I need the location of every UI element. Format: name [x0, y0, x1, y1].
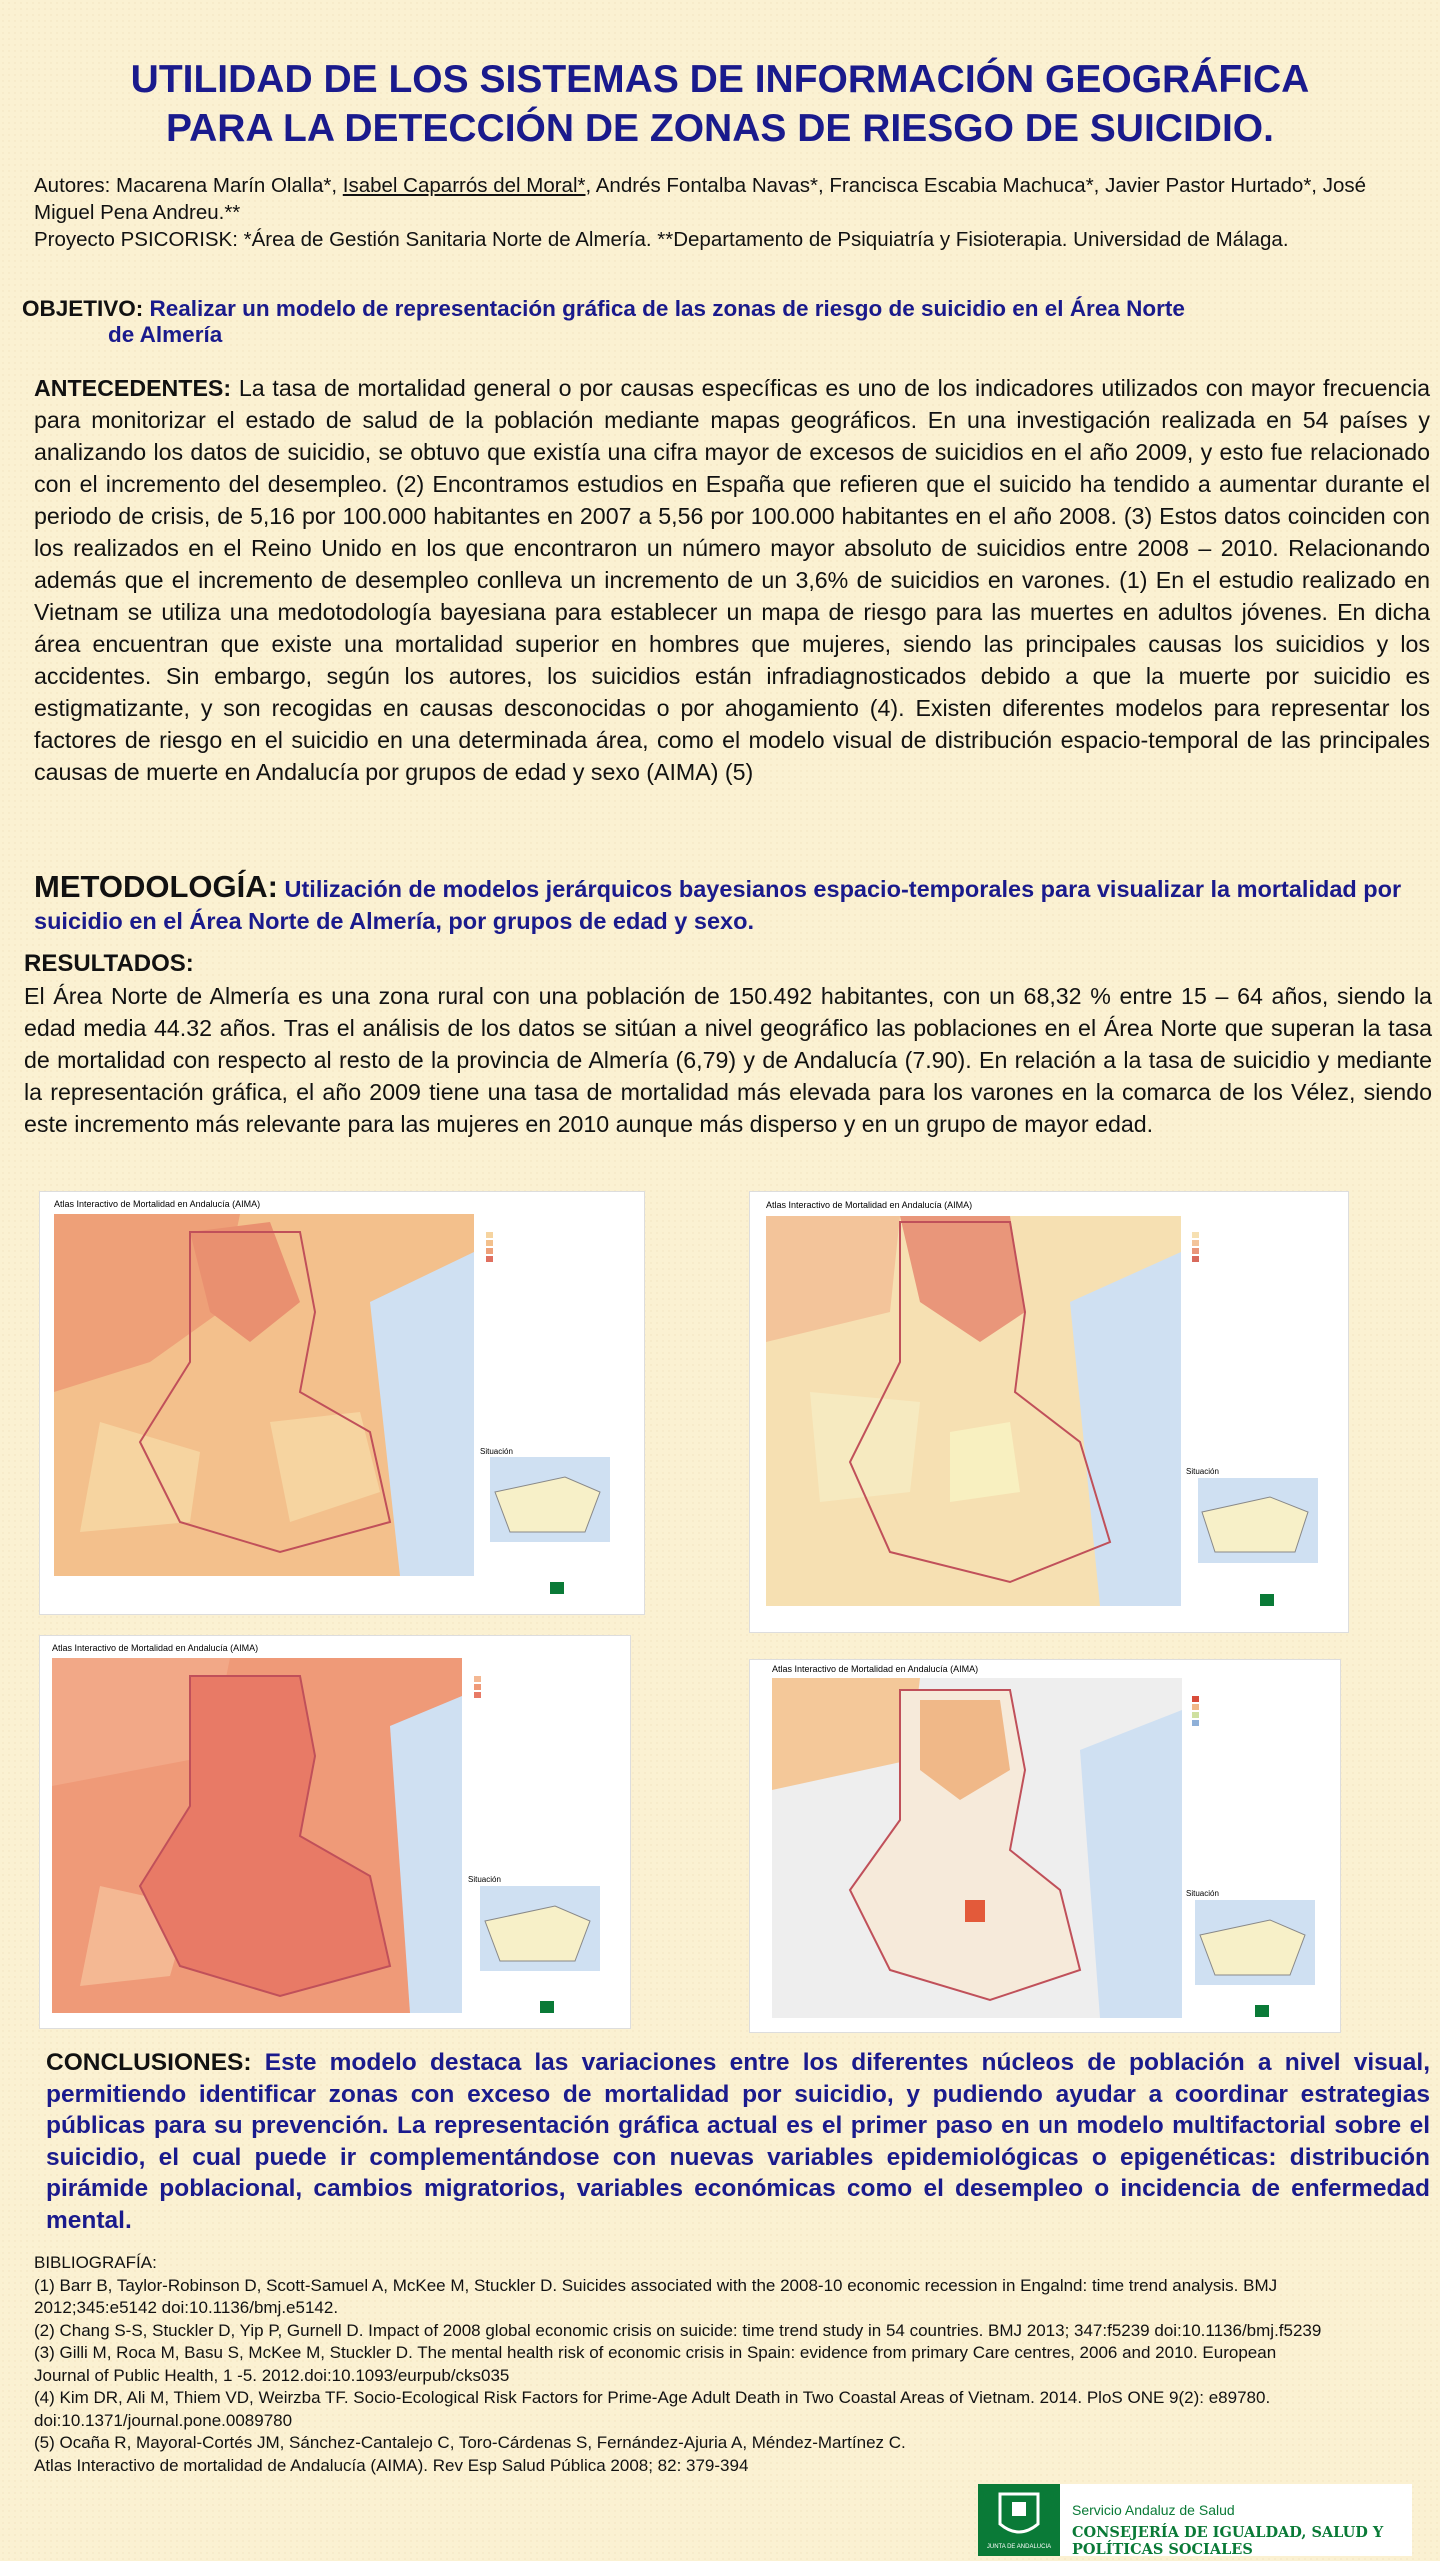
bibliografia-heading: BIBLIOGRAFÍA: [34, 2253, 157, 2272]
map-figure-3 [40, 1636, 630, 2028]
authors-block [34, 172, 1394, 253]
conclusiones-heading: CONCLUSIONES: [46, 2049, 252, 2076]
map-4-title: Atlas Interactivo de Mortalidad en Andalucía (AIMA) [772, 1664, 979, 1674]
map-figure-2 [750, 1192, 1348, 1632]
map-1-graphic [40, 1192, 644, 1614]
authors-rest: , Andrés Fontalba Navas*, Francisca Escabia Machuca*, Javier Pastor Hurtado*, José Miguel Pena Andreu.** [34, 174, 1366, 224]
map-2-graphic [750, 1192, 1348, 1632]
bib-ref-1: (1) Barr B, Taylor-Robinson D, Scott-Samuel A, McKee M, Stuckler D. Suicides associated with the 2008-10 economic recession in Engalnd: time trend analysis. BMJ 2012;345:e5142 doi:10.1136/bmj.e5142. [34, 2275, 1278, 2317]
conclusiones-text: Este modelo destaca las variaciones entre los diferentes núcleos de población a nivel visual, permitiendo identificar zonas con exceso de mortalidad por suicidio, y pudiendo ayudar a coordinar estrategias públicas para su prevención. La representación gráfica actual es el primer paso en un modelo multifactorial sobre el suicidio, el cual puede ir complementándose con nuevas variables epidemiológicas o epigenéticas: distribución pirámide poblacional, cambios migratorios, variables económicas como el desempleo o incidencia de enfermedad mental. [46, 2049, 1430, 2234]
authors-underlined: Isabel Caparrós del Moral* [342, 174, 586, 197]
emblem-caption: JUNTA DE ANDALUCIA [986, 2544, 1052, 2550]
map-4-situacion: Situación [1186, 1889, 1219, 1898]
map-3-situacion: Situación [468, 1875, 501, 1884]
map-3-title: Atlas Interactivo de Mortalidad en Andalucía (AIMA) [52, 1643, 259, 1653]
objetivo-text-1: Realizar un modelo de representación gráfica de las zonas de riesgo de suicidio en el Área Norte [143, 296, 1185, 321]
junta-emblem-icon [978, 2484, 1060, 2556]
poster-title [40, 55, 1400, 153]
map-1-title: Atlas Interactivo de Mortalidad en Andalucía (AIMA) [54, 1199, 261, 1209]
resultados-text: El Área Norte de Almería es una zona rural con una población de 150.492 habitantes, con un 68,32 % entre 15 – 64 años, siendo la edad media 44.32 años. Tras el análisis de los datos se sitúan a nivel geográfico las poblaciones en el Área Norte que superan la tasa de mortalidad con respecto al resto de la provincia de Almería (6,79) y de Andalucía (7.90). En relación a la tasa de suicidio y mediante la representación gráfica, el año 2009 tiene una tasa de mortalidad más elevada para los varones en la comarca de los Vélez, siendo este incremento más relevante para las mujeres en 2010 aunque más disperso y en un grupo de mayor edad. [24, 983, 1432, 1137]
map-1-situacion: Situación [480, 1447, 513, 1456]
title-line-1: UTILIDAD DE LOS SISTEMAS DE INFORMACIÓN GEOGRÁFICA [130, 58, 1310, 101]
bib-ref-5: (5) Ocaña R, Mayoral-Cortés JM, Sánchez-Cantalejo C, Toro-Cárdenas S, Fernández-Ajuria A, Méndez-Martínez C. [34, 2433, 906, 2452]
map-2-title: Atlas Interactivo de Mortalidad en Andalucía (AIMA) [766, 1200, 973, 1210]
metodologia-section [34, 871, 1430, 937]
map-3-graphic [40, 1636, 630, 2028]
map-4-graphic [750, 1660, 1340, 2032]
institution-logo [978, 2484, 1412, 2556]
map-2-situacion: Situación [1186, 1467, 1219, 1476]
bib-ref-4: (4) Kim DR, Ali M, Thiem VD, Weirzba TF. Socio-Ecological Risk Factors for Prime-Age Adult Death in Two Coastal Areas of Vietnam. 2014. PloS ONE 9(2): e89780. doi:10.1371/journal.pone.0089780 [34, 2388, 1271, 2430]
map-figure-4 [750, 1660, 1340, 2032]
objetivo-text-2: de Almería [108, 322, 223, 347]
antecedentes-heading: ANTECEDENTES: [34, 375, 232, 401]
project-affiliation: Proyecto PSICORISK: *Área de Gestión Sanitaria Norte de Almería. **Departamento de Psiquiatría y Fisioterapia. Universidad de Málaga. [34, 228, 1289, 251]
bibliografia-section [34, 2252, 1334, 2477]
metodologia-heading: METODOLOGÍA: [34, 869, 278, 904]
metodologia-text: Utilización de modelos jerárquicos bayesianos espacio-temporales para visualizar la mortalidad por suicidio en el Área Norte de Almería, por grupos de edad y sexo. [34, 876, 1402, 934]
map-figure-1 [40, 1192, 644, 1614]
objetivo-section [22, 296, 1412, 348]
logo-service-name: Servicio Andaluz de Salud [1072, 2502, 1235, 2518]
bib-ref-3: (3) Gilli M, Roca M, Basu S, McKee M, Stuckler D. The mental health risk of economic crisis in Spain: evidence from primary Care centres, 2006 and 2010. European Journal of Public Health, 1 -5. 2012.doi:10.1093/eurpub/cks035 [34, 2343, 1277, 2385]
title-line-2: PARA LA DETECCIÓN DE ZONAS DE RIESGO DE SUICIDIO. [166, 107, 1274, 150]
bib-ref-2: (2) Chang S-S, Stuckler D, Yip P, Gurnell D. Impact of 2008 global economic crisis on suicide: time trend study in 54 countries. BMJ 2013; 347:f5239 doi:10.1136/bmj.f5239 [34, 2320, 1322, 2340]
antecedentes-text: La tasa de mortalidad general o por causas específicas es uno de los indicadores utilizados con mayor frecuencia para monitorizar el estado de salud de la población mediante mapas geográficos. En una investigación realizada en 54 países y analizando los datos de suicidio, se obtuvo que existía una cifra mayor de excesos de suicidios en el año 2009, y esto fue relacionado con el incremento del desempleo. (2) Encontramos estudios en España que refieren que el suicido ha tendido a aumentar durante el periodo de crisis, de 5,16 por 100.000 habitantes en 2007 a 5,56 por 100.000 habitantes en el año 2008. (3) Estos datos coinciden con los realizados en el Reino Unido en los que encontraron un número mayor absoluto de suicidios entre 2008 – 2010. Relacionando además que el incremento de desempleo conlleva un incremento de un 3,6% de suicidios en varones. (1) En el estudio realizado en Vietnam se utiliza una medotodología bayesiana para establecer un mapa de riesgo para las muertes en adultos jóvenes. En dicha área encuentran que existe una mortalidad superior en hombres que mujeres, siendo las principales causas los suicidios y los accidentes. Sin embargo, según los autores, los suicidios están infradiagnosticados debido a que la muerte por suicidio es estigmatizante, y son recogidas en causas desconocidas o por ahogamiento (4). Existen diferentes modelos para representar los factores de riesgo en el suicidio en una determinada área, como el modelo visual de distribución espacio-temporal de las principales causas de muerte en Andalucía por grupos de edad y sexo (AIMA) (5) [34, 375, 1430, 785]
bib-ref-5-cont: Atlas Interactivo de mortalidad de Andalucía (AIMA). Rev Esp Salud Pública 2008; 82: 379-394 [34, 2455, 749, 2475]
objetivo-heading: OBJETIVO: [22, 296, 144, 321]
authors-prefix: Autores: Macarena Marín Olalla*, [34, 174, 343, 197]
resultados-heading: RESULTADOS: [24, 950, 194, 977]
logo-ministry-name: CONSEJERÍA DE IGUALDAD, SALUD Y POLÍTICAS SOCIALES [1072, 2524, 1384, 2558]
antecedentes-section [34, 372, 1430, 788]
conclusiones-section [46, 2047, 1430, 2236]
